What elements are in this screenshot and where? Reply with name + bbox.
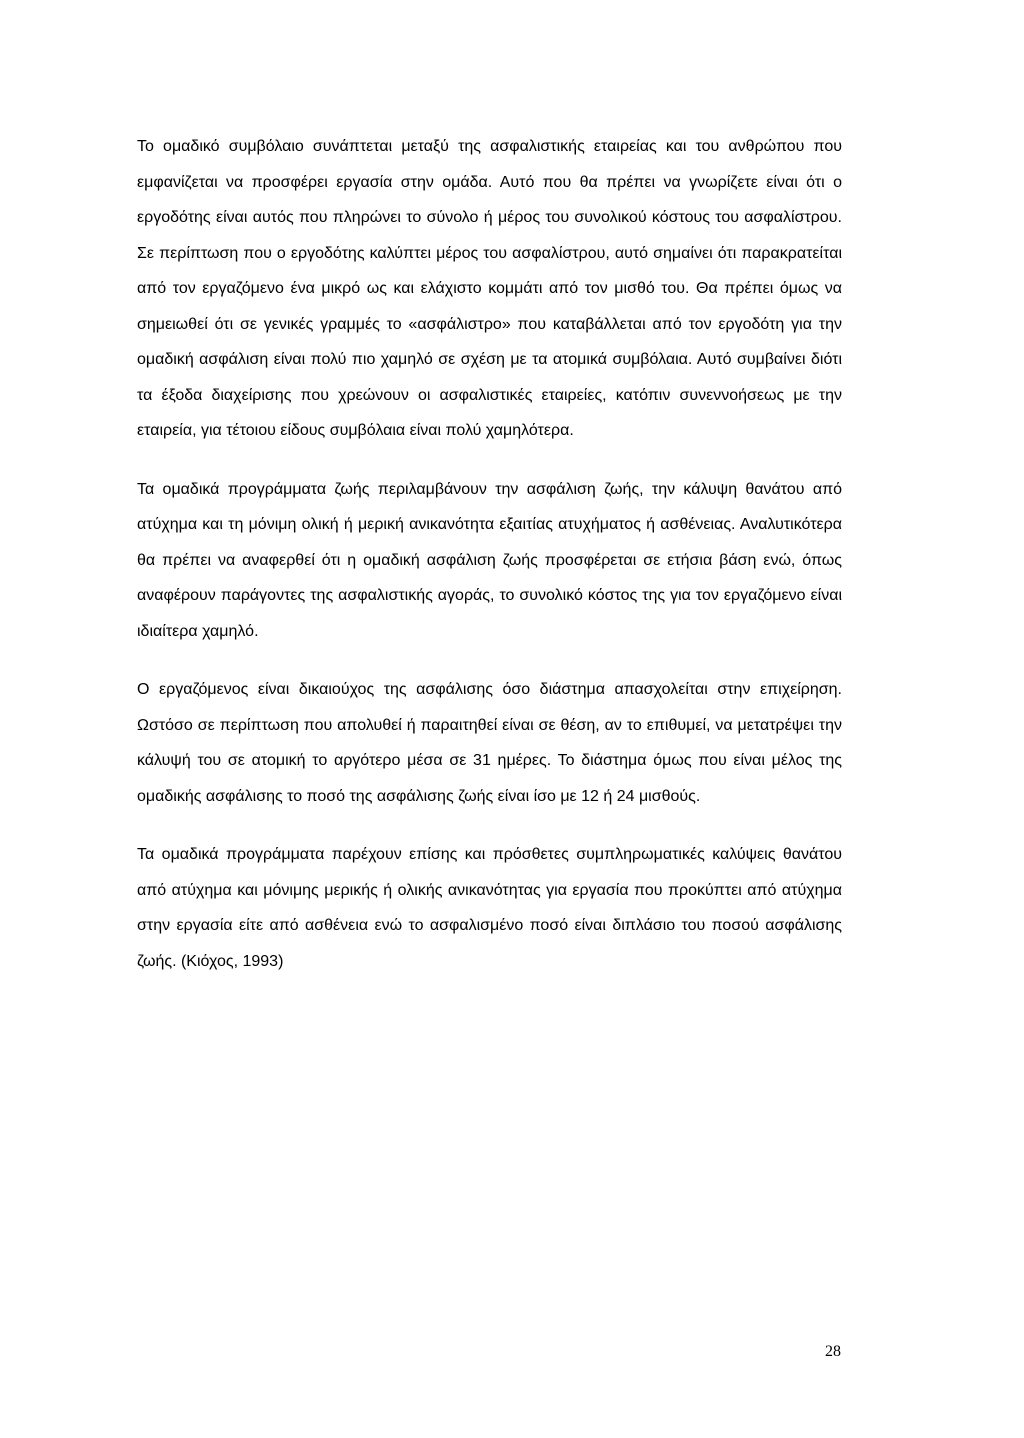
paragraph-1: Το ομαδικό συμβόλαιο συνάπτεται μεταξύ της ασφαλιστικής εταιρείας και του ανθρώπου που εμφανίζεται να προσφέρει εργασία στην ομάδα. Αυτό που θα πρέπει να γνωρίζετε είναι ότι ο εργοδότης είναι αυτός που πληρώνει το σύνολο ή μέρος του συνολικού κόστους του ασφαλίστρου. Σε περίπτωση που ο εργοδότης καλύπτει μέρος του ασφαλίστρου, αυτό σημαίνει ότι παρακρατείται από τον εργαζόμενο ένα μικρό ως και ελάχιστο κομμάτι από τον μισθό του. Θα πρέπει όμως να σημειωθεί ότι σε γενικές γραμμές το «ασφάλιστρο» που καταβάλλεται από τον εργοδότη για την ομαδική ασφάλιση είναι πολύ πιο χαμηλό σε σχέση με τα ατομικά συμβόλαια. Αυτό συμβαίνει διότι τα έξοδα διαχείρισης που χρεώνουν οι ασφαλιστικές εταιρείες, κατόπιν συνεννοήσεως με την εταιρεία, για τέτοιου είδους συμβόλαια είναι πολύ χαμηλότερα. — [137, 138, 842, 439]
body-text — [137, 129, 842, 1002]
paragraph-2: Τα ομαδικά προγράμματα ζωής περιλαμβάνουν την ασφάλιση ζωής, την κάλυψη θανάτου από ατύχημα και τη μόνιμη ολική ή μερική ανικανότητα εξαιτίας ατυχήματος ή ασθένειας. Αναλυτικότερα θα πρέπει να αναφερθεί ότι η ομαδική ασφάλιση ζωής προσφέρεται σε ετήσια βάση ενώ, όπως αναφέρουν παράγοντες της ασφαλιστικής αγοράς, το συνολικό κόστος της για τον εργαζόμενο είναι ιδιαίτερα χαμηλό. — [137, 480, 842, 640]
paragraph-4: Τα ομαδικά προγράμματα παρέχουν επίσης και πρόσθετες συμπληρωματικές καλύψεις θανάτου από ατύχημα και μόνιμης μερικής ή ολικής ανικανότητας για εργασία που προκύπτει από ατύχημα στην εργασία είτε από ασθένεια ενώ το ασφαλισμένο ποσό είναι διπλάσιο του ποσού ασφάλισης ζωής. (Κιόχος, 1993) — [137, 846, 842, 970]
page-number: 28 — [825, 1343, 841, 1360]
paragraph-3: Ο εργαζόμενος είναι δικαιούχος της ασφάλισης όσο διάστημα απασχολείται στην επιχείρηση. Ωστόσο σε περίπτωση που απολυθεί ή παραιτηθεί είναι σε θέση, αν το επιθυμεί, να μετατρέψει την κάλυψή του σε ατομική το αργότερο μέσα σε 31 ημέρες. Το διάστημα όμως που είναι μέλος της ομαδικής ασφάλισης το ποσό της ασφάλισης ζωής είναι ίσο με 12 ή 24 μισθούς. — [137, 681, 842, 805]
